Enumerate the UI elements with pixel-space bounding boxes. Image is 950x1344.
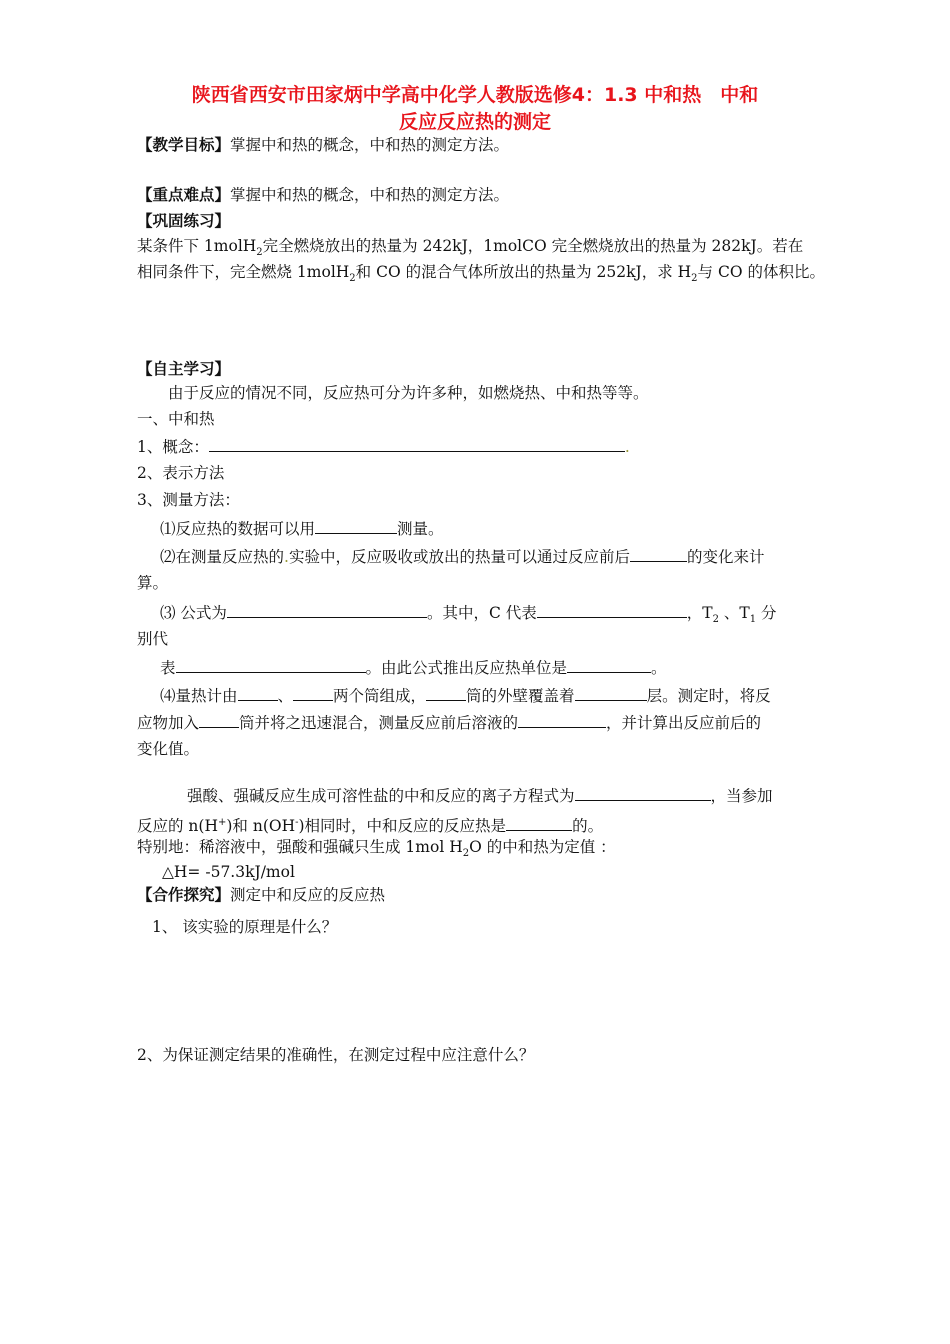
teaching-goal-text: 掌握中和热的概念，中和热的测定方法。 (230, 136, 510, 154)
text: ⑵在测量反应热的 (160, 548, 285, 566)
blank (176, 656, 366, 673)
practice-text: 与 CO 的体积比。 (697, 263, 825, 281)
measure-item-1 (160, 517, 444, 540)
blank (575, 784, 711, 801)
measure-item-3 (160, 601, 777, 631)
measure-item-4 (160, 684, 771, 707)
measure-item-4-cont (137, 711, 761, 734)
measure-item-2-cont: 算。 (137, 574, 169, 592)
measure-item-3-cont2 (160, 656, 667, 679)
text: O 的中和热为定值 ： (469, 838, 616, 856)
text: 。由此公式推出反应热单位是 (365, 659, 568, 677)
self-study-intro: 由于反应的情况不同，反应热可分为许多种，如燃烧热、中和热等等。 (168, 384, 649, 402)
measure-item-2 (160, 545, 764, 568)
stray-dot: . (284, 548, 289, 566)
strong-acid-line-2 (137, 812, 603, 837)
key-points-heading: 【重点难点】 (137, 186, 231, 204)
strong-acid-line (187, 784, 773, 807)
text: 的变化来计 (686, 548, 765, 566)
method-line: 2、表示方法 (137, 464, 225, 482)
text: ，并计算出反应前后的 (606, 714, 762, 732)
text: 筒并将之迅速混合，测量反应前后溶液的 (239, 714, 519, 732)
teaching-goal (137, 134, 509, 156)
blank (199, 711, 239, 728)
subscript: 2 (256, 247, 263, 259)
measure-item-4-cont2: 变化值。 (137, 740, 200, 758)
practice-text: 完全燃烧放出的热量为 242kJ，1molCO 完全燃烧放出的热量为 282kJ。若在 (262, 237, 804, 255)
cooperative-text: 测定中和反应的反应热 (230, 886, 386, 904)
text: 筒的外壁覆盖着 (466, 687, 575, 705)
doc-title-line2: 反应反应热的测定 (398, 111, 551, 133)
text: ⑶ 公式为 (160, 604, 227, 622)
text: 表 (160, 659, 176, 677)
text: 两个筒组成， (333, 687, 427, 705)
text: ⑴反应热的数据可以用 (160, 520, 316, 538)
text: ，T (686, 604, 713, 622)
blank (575, 684, 647, 701)
question-2 (137, 1044, 534, 1066)
text: 特别地：稀溶液中，强酸和强碱只生成 1mol H (137, 838, 463, 856)
doc-title-line1: 陕西省西安市田家炳中学高中化学人教版选修4：1.3 中和热 中和 (191, 84, 759, 106)
text: ，当参加 (710, 787, 773, 805)
text: )和 n(OH (226, 817, 296, 836)
concept-line (137, 435, 630, 458)
blank (426, 684, 466, 701)
subscript: 2 (349, 273, 356, 285)
subscript: 2 (462, 848, 470, 860)
blank (227, 601, 427, 618)
question-1: 1、 该实验的原理是什么？ (152, 918, 338, 936)
superscript: - (295, 817, 299, 828)
subscript: 2 (712, 614, 719, 626)
text: 强酸、强碱反应生成可溶性盐的中和反应的离子方程式为 (187, 787, 575, 805)
blank (518, 711, 606, 728)
subscript: 1 (749, 614, 757, 626)
teaching-goal-heading: 【教学目标】 (137, 136, 231, 154)
measure-line: 3、测量方法： (137, 491, 240, 509)
practice-text: 某条件下 1molH (137, 237, 257, 255)
superscript: + (217, 817, 227, 828)
key-points-text: 掌握中和热的概念，中和热的测定方法。 (230, 186, 510, 204)
text: 反应的 n(H (137, 817, 218, 836)
section-neutralization: 一、中和热 (137, 410, 215, 428)
delta-h-value: △H= -57.3kJ/mol (162, 863, 295, 881)
practice-text: 和 CO 的混合气体所放出的热量为 252kJ，求 H (355, 263, 692, 281)
self-study-heading: 【自主学习】 (137, 360, 231, 378)
blank (537, 601, 687, 618)
text: ⑷量热计由 (160, 687, 238, 705)
stray-dot: . (624, 438, 630, 456)
key-points (137, 184, 509, 206)
measure-item-3-cont: 别代 (137, 630, 169, 648)
text: 、T (718, 604, 750, 622)
text: 分 (756, 604, 777, 622)
cooperative-heading: 【合作探究】 (137, 886, 231, 904)
text: 。其中，C 代表 (426, 604, 537, 622)
practice-line-2 (137, 261, 825, 290)
subscript: 2 (691, 273, 698, 285)
concept-label: 1、概念： (137, 438, 209, 456)
cooperative-inquiry (137, 884, 385, 906)
text: 。 (651, 659, 667, 677)
blank (315, 517, 397, 534)
blank (293, 684, 333, 701)
text: 层。测定时，将反 (646, 687, 771, 705)
text: 应物加入 (137, 714, 200, 732)
practice-text: 相同条件下，完全燃烧 1molH (137, 263, 350, 281)
practice-heading: 【巩固练习】 (137, 212, 231, 230)
text: 测量。 (397, 520, 444, 538)
concept-blank (209, 435, 625, 452)
blank (506, 814, 572, 831)
text: 定过程中应注意什么？ (379, 1046, 535, 1064)
text: 的。 (572, 817, 604, 836)
text: )相同时，中和反应的反应热是 (298, 817, 507, 836)
blank (567, 656, 651, 673)
blank (630, 545, 687, 562)
practice-line-1 (137, 235, 803, 264)
blank (238, 684, 278, 701)
text: 实验中，反应吸收或放出的热量可以通过反应前后 (288, 548, 630, 566)
text: 2、为保证测定结果的准确性，在测 (137, 1046, 380, 1064)
text: 、 (277, 687, 294, 705)
